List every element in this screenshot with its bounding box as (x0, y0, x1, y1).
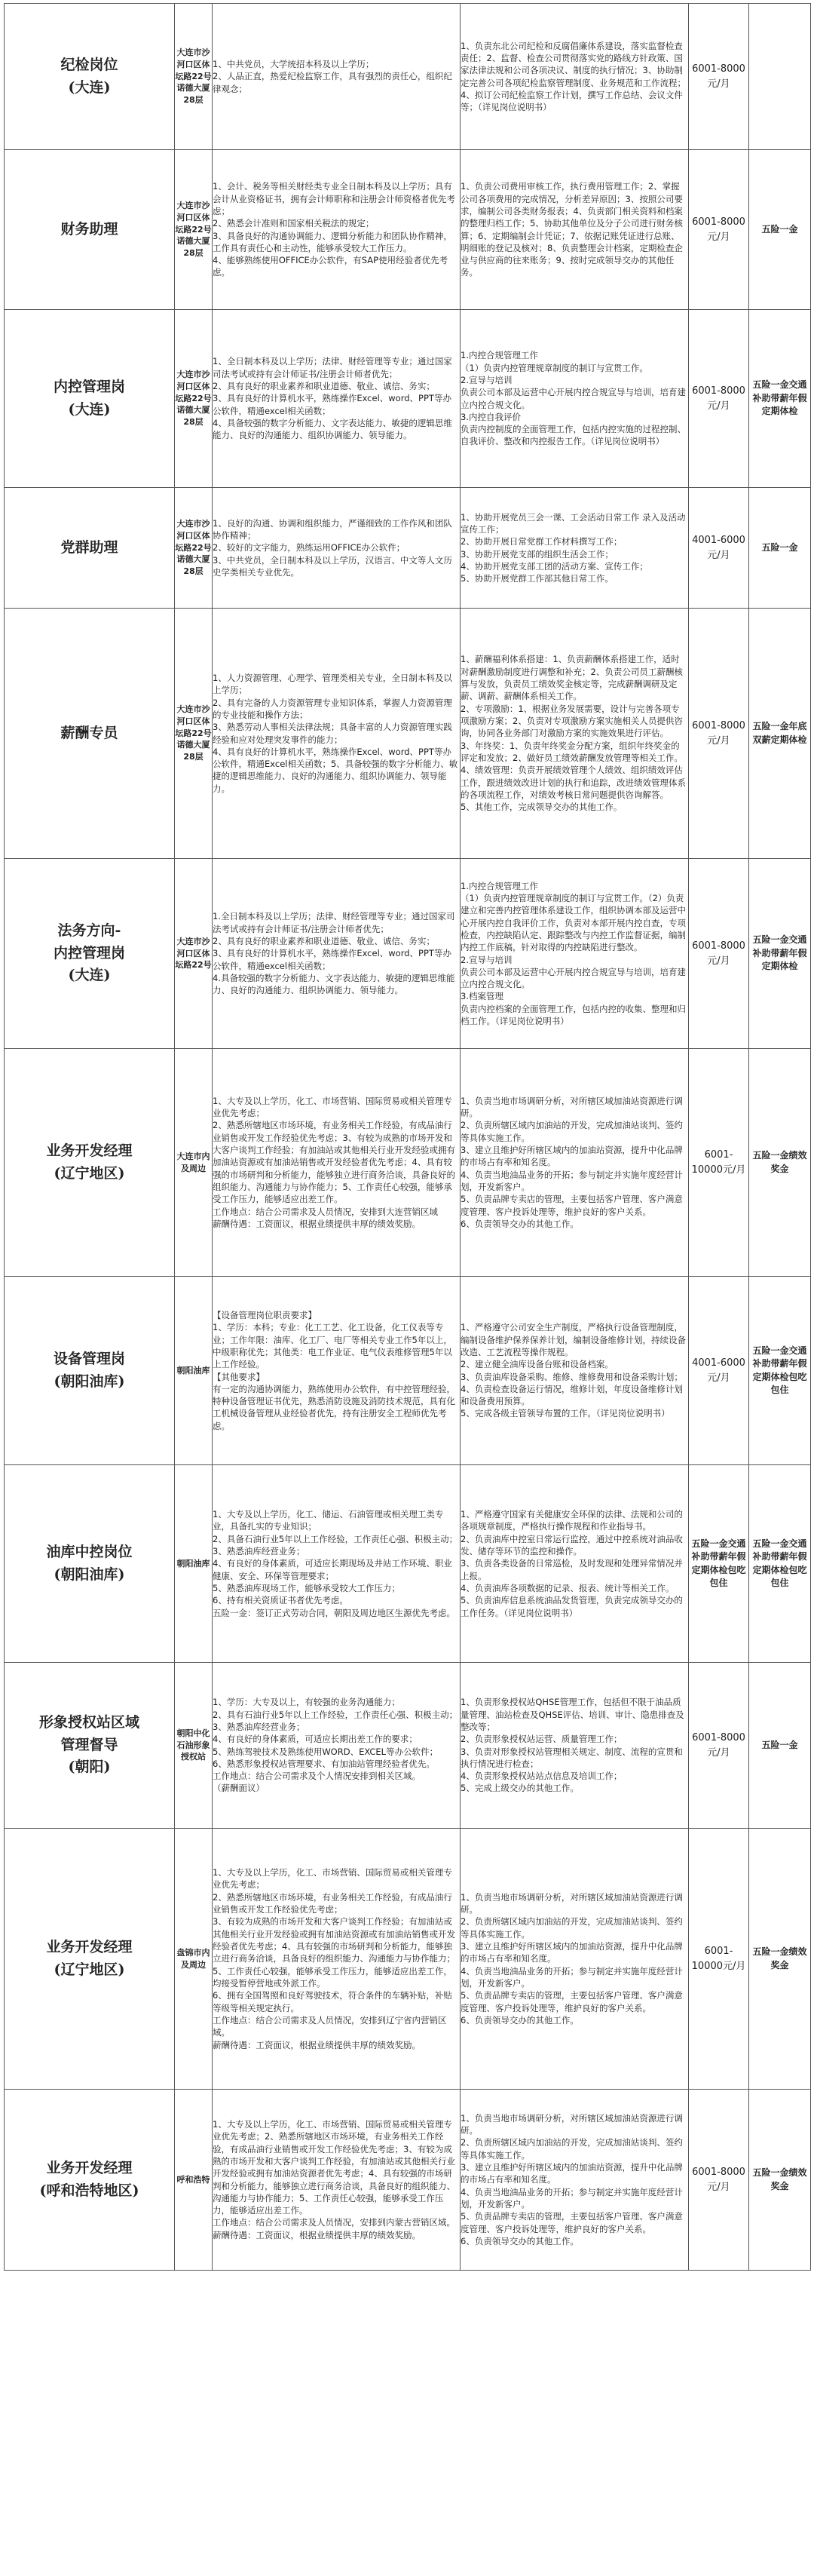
work-location: 呼和浩特 (175, 2090, 213, 2271)
salary: 6001-8000元/月 (689, 859, 749, 1049)
work-location: 大连市沙河口区体坛路22号诺德大厦28层 (175, 609, 213, 859)
salary: 4001-6000元/月 (689, 488, 749, 609)
benefits: 五险一金绩效奖金 (749, 1829, 811, 2090)
job-duties: 1、薪酬福利体系搭建：1、负责薪酬体系搭建工作，适时对薪酬激励制度进行调整和补充；2、负责公司员工薪酬核算与发放，负责员工绩效奖金核定等，完成薪酬调研及定薪、调薪、薪酬体系相关工作。 2、专项激励：1、根据业务发展需要，设计与完善各项专项激励方案；2、负责对专项激励方案实施相关人员提供咨询，协同各业务部门对激励方案的实施效果进行评估。 3、年终奖：1、负责年终奖金分配方案，组织年终奖金的评定和发放；2、做好员工绩效薪酬发放管理等相关工作。 4、绩效管理：负责开展绩效管理个人绩效、组织绩效评估工作，跟进绩效改进计划的执行和追踪，改进绩效管理体系的各项流程工作，对绩效考核日常问题提供咨询解答。 5、其他工作，完成领导交办的其他工作。 (461, 609, 689, 859)
job-title: 形象授权站区域 管理督导 (朝阳) (5, 1663, 175, 1829)
job-duties: 1、负责当地市场调研分析，对所辖区域加油站资源进行调研。 2、负责所辖区域内加油站的开发，完成加油站谈判、签约等具体实施工作。 3、建立且维护好所辖区域内的加油站资源，提升中化品牌的市场占有率和知名度。 4、负责当地油品业务的开拓；参与制定并实施年度经营计划，开发新客户。 5、负责品牌专卖店的管理，主要包括客户管理、客户满意度管理、客户投诉处理等，维护良好的客户关系。 6、负责领导交办的其他工作。 (461, 1829, 689, 2090)
job-row (5, 1049, 811, 1277)
benefits: 五险一金年底双薪定期体检 (749, 609, 811, 859)
salary: 6001-10000元/月 (689, 1049, 749, 1277)
salary: 6001-10000元/月 (689, 1829, 749, 2090)
salary: 6001-8000元/月 (689, 150, 749, 310)
salary: 6001-8000元/月 (689, 2090, 749, 2271)
benefits: 五险一金绩效奖金 (749, 1049, 811, 1277)
work-location: 朝阳油库 (175, 1277, 213, 1465)
job-duties: 1、协助开展党员三会一课、工会活动日常工作 录入及活动宣传工作； 2、协助开展日常党群工作材料撰写工作； 3、协助开展党支部的组织生活会工作； 4、协助开展党支部工团的活动方案、宣传工作； 5、协助开展党群工作部其他日常工作。 (461, 488, 689, 609)
benefits (749, 4, 811, 150)
job-row (5, 609, 811, 859)
job-title: 财务助理 (5, 150, 175, 310)
job-title: 法务方向- 内控管理岗 (大连) (5, 859, 175, 1049)
salary: 6001-8000元/月 (689, 310, 749, 488)
job-requirements: 1、大专及以上学历，化工、市场营销、国际贸易或相关管理专业优先考虑；2、熟悉所辖地区市场环境，有业务相关工作经验，有成品油行业销售或开发工作经验优先考虑；3、有较为成熟的市场开发和大客户谈判工作经验，有加油站或其他相关行业开发经验或拥有加油站资源者优先考虑；4、具有较强的市场研判和分析能力，能够独立进行商务洽谈，具备良好的组织能力、沟通能力与协作能力；5、工作责任心较强，能够承受工作压力，能够适应出差工作。 工作地点：结合公司需求及人员情况，安排到内蒙古营销区域。 薪酬待遇：工资面议，根据业绩提供丰厚的绩效奖励。 (213, 2090, 461, 2271)
work-location: 大连市沙河口区体坛路22号诺德大厦28层 (175, 4, 213, 150)
job-title: 业务开发经理 (辽宁地区) (5, 1829, 175, 2090)
job-requirements: 【设备管理岗位职责要求】 1、学历：本科；专业：化工工艺、化工设备，化工仪表等专业；工作年限：油库、化工厂、电厂等相关专业工作5年以上，中级职称优先；其他类：电工作业证、电气仪表维修管理5年以上工作经验。 【其他要求】 有一定的沟通协调能力，熟练使用办公软件，有中控管理经验，特种设备管理证书优先，熟悉消防设施及消防技术规范，具有化工机械设备管理从业经验者优先，持有注册安全工程师优先考虑。 (213, 1277, 461, 1465)
job-row (5, 310, 811, 488)
benefits: 五险一金交通补助带薪年假定期体检包吃包住 (749, 1465, 811, 1663)
job-duties: 1、严格遵守国家有关健康安全环保的法律、法规和公司的各项规章制度，严格执行操作规程和作业指导书。 2、负责油库中控室日常运行监控，通过中控系统对油品收发、储存等环节的监控和操作。 3、负责各类设备的日常巡检，及时发现和处理异常情况并上报。 4、负责油库各项数据的记录、报表、统计等相关工作。 5、负责油库信息系统油品发货管理，负责完成领导交办的工作任务。（详见岗位说明书） (461, 1465, 689, 1663)
job-title: 业务开发经理 (呼和浩特地区) (5, 2090, 175, 2271)
job-requirements: 1、会计、税务等相关财经类专业全日制本科及以上学历；具有会计从业资格证书，拥有会计师职称和注册会计师资格者优先考虑； 2、熟悉会计准则和国家相关税法的规定； 3、具备良好的沟通协调能力、逻辑分析能力和团队协作精神，工作具有责任心和主动性，能够承受较大工作压力。 4、能够熟练使用OFFICE办公软件，有SAP使用经验者优先考虑。 (213, 150, 461, 310)
job-title: 设备管理岗 (朝阳油库) (5, 1277, 175, 1465)
job-row (5, 1277, 811, 1465)
job-title: 纪检岗位 (大连) (5, 4, 175, 150)
job-listing-table (4, 3, 811, 2271)
salary: 6001-8000元/月 (689, 609, 749, 859)
job-title: 油库中控岗位 (朝阳油库) (5, 1465, 175, 1663)
benefits: 五险一金 (749, 488, 811, 609)
job-duties: 1.内控合规管理工作 （1）负责内控管理规章制度的制订与宣贯工作。（2）负责建立和完善内控管理体系建设工作，组织协调本部及运营中心开展内控自我评价工作，负责对本部开展内控自查，专项检查，内控缺陷认定、跟踪整改与内控工作监督证据，编制内控工作底稿，针对取得的内控缺陷进行整改。 2.宣导与培训 负责公司本部及运营中心开展内控合规宣导与培训，培育建立内控合规文化。 3.档案管理 负责内控档案的全面管理工作，包括内控的收集、整理和归档工作。（详见岗位说明书） (461, 859, 689, 1049)
job-requirements: 1、大专及以上学历，化工、市场营销、国际贸易或相关管理专业优先考虑； 2、熟悉所辖地区市场环境，有业务相关工作经验，有成品油行业销售或开发工作经验优先考虑； 3、有较为成熟的市场开发和大客户谈判工作经验；有加油站或其他相关行业开发经验或拥有加油站资源或有加油站销售或开发经验者优先考虑；4、具有较强的市场研判和分析能力，能够独立进行商务洽谈，具备良好的组织能力、沟通能力与协作能力；5、工作责任心较强，能够承受工作压力，能够适应出差工作，均接受暂停营地或外派工作。 6、拥有全国驾照和良好驾驶技术，符合条件的车辆补贴，补贴等级等相关规定执行。 工作地点：结合公司需求及人员情况，安排到辽宁省内营销区域。 薪酬待遇：工资面议，根据业绩提供丰厚的绩效奖励。 (213, 1829, 461, 2090)
salary: 五险一金交通补助带薪年假定期体检包吃包住 (689, 1465, 749, 1663)
benefits: 五险一金绩效奖金 (749, 2090, 811, 2271)
job-duties: 1、严格遵守公司安全生产制度，严格执行设备管理制度，编制设备维护保养保养计划，编制设备维修计划，持续设备改造、工艺流程等操作规程。 2、建立健全油库设备台账和设备档案。 3、负责油库设备采购、维修、维修费用和设备采购计划； 4、负责检查设备运行情况，维修计划，年度设备维修计划和设备费用预算。 5、完成各级主管领导布置的工作。（详见岗位说明书） (461, 1277, 689, 1465)
work-location: 朝阳油库 (175, 1465, 213, 1663)
job-duties: 1、负责当地市场调研分析，对所辖区域加油站资源进行调研。 2、负责所辖区域内加油站的开发，完成加油站谈判、签约等具体实施工作。 3、建立且维护好所辖区域内的加油站资源，提升中化品牌的市场占有率和知名度。 4、负责当地油品业务的开拓；参与制定并实施年度经营计划，开发新客户。 5、负责品牌专卖店的管理，主要包括客户管理、客户满意度管理、客户投诉处理等，维护良好的客户关系。 6、负责领导交办的其他工作。 (461, 1049, 689, 1277)
job-requirements: 1、学历：大专及以上，有较强的业务沟通能力； 2、具有石油行业5年以上工作经验，工作责任心强、积极主动；3、熟悉油库经营业务； 4、有良好的身体素质，可适应长期出差工作的要求； 5、熟练驾驶技术及熟练使用WORD、EXCEL等办公软件； 6、熟悉形象授权站管理要求、有加油站管理经验者优先。 工作地点：结合公司需求及个人情况安排到相关区域。 （薪酬面议） (213, 1663, 461, 1829)
job-row (5, 150, 811, 310)
job-row (5, 1465, 811, 1663)
work-location: 大连市沙河口区体坛路22号诺德大厦28层 (175, 310, 213, 488)
work-location: 盘锦市内及周边 (175, 1829, 213, 2090)
benefits: 五险一金交通补助带薪年假定期体检包吃包住 (749, 1277, 811, 1465)
job-requirements: 1、中共党员，大学统招本科及以上学历； 2、人品正直，热爱纪检监察工作，具有强烈的责任心，组织纪律观念； (213, 4, 461, 150)
work-location: 大连市内及周边 (175, 1049, 213, 1277)
benefits: 五险一金 (749, 150, 811, 310)
job-duties: 1.内控合规管理工作 （1）负责内控管理规章制度的制订与宣贯工作。 2.宣导与培训 负责公司本部及运营中心开展内控合规宣导与培训，培育建立内控合规文化。 3.内控自我评价 负责内控制度的全面管理工作，包括内控实施的过程控制、自我评价、整改和内控报告工作。（详见岗位说明书） (461, 310, 689, 488)
job-requirements: 1、人力资源管理、心理学、管理类相关专业，全日制本科及以上学历； 2、具有完备的人力资源管理专业知识体系，掌握人力资源管理的专业技能和操作方法； 3、熟悉劳动人事相关法律法规；具备丰富的人力资源管理实践经验和应对处理突发事件的能力； 4、具有良好的计算机水平，熟练操作Excel、word、PPT等办公软件，精通Excel相关函数；5、具备较强的数字分析能力、敏捷的逻辑思维能力、良好的沟通能力、组织协调能力、领导能力。 (213, 609, 461, 859)
job-row (5, 2090, 811, 2271)
job-row (5, 859, 811, 1049)
benefits: 五险一金交通补助带薪年假定期体检 (749, 859, 811, 1049)
job-title: 业务开发经理 (辽宁地区) (5, 1049, 175, 1277)
job-title: 党群助理 (5, 488, 175, 609)
work-location: 大连市沙河口区体坛路22号 (175, 859, 213, 1049)
benefits: 五险一金 (749, 1663, 811, 1829)
job-requirements: 1.全日制本科及以上学历；法律、财经管理等专业；通过国家司法考试或持有会计师证书/注册会计师者优先； 2、具有良好的职业素养和职业道德、敬业、诚信、务实； 3、具有良好的计算机水平，熟练操作Excel、word、PPT等办公软件，精通excel相关函数； 4.具备较强的数字分析能力、文字表达能力、敏捷的逻辑思维能力、良好的沟通能力、组织协调能力、领导能力。 (213, 859, 461, 1049)
work-location: 大连市沙河口区体坛路22号诺德大厦28层 (175, 488, 213, 609)
job-row (5, 1829, 811, 2090)
job-title: 内控管理岗 (大连) (5, 310, 175, 488)
job-row (5, 488, 811, 609)
job-duties: 1、负责当地市场调研分析，对所辖区域加油站资源进行调研。 2、负责所辖区域内加油站的开发，完成加油站谈判、签约等具体实施工作。 3、建立且维护好所辖区域内的加油站资源，提升中化品牌的市场占有率和知名度。 4、负责当地油品业务的开拓；参与制定并实施年度经营计划，开发新客户。 5、负责品牌专卖店的管理，主要包括客户管理、客户满意度管理、客户投诉处理等，维护良好的客户关系。 6、负责领导交办的其他工作。 (461, 2090, 689, 2271)
job-duties: 1、负责东北公司纪检和反腐倡廉体系建设，落实监督检查责任；2、监督、检查公司贯彻落实党的路线方针政策、国家法律法规和公司各项决议、制度的执行情况；3、协助制定完善公司各项纪检监察管理制度、业务规范和工作流程； 4、拟订公司纪检监察工作计划，撰写工作总结、会议文件等；（详见岗位说明书） (461, 4, 689, 150)
job-duties: 1、负责公司费用审核工作，执行费用管理工作；2、掌握公司各项费用的完成情况，分析差异原因；3、按照公司要求，编制公司各类财务报表；4、负责部门相关资料和档案的整理归档工作；5、协助其他单位及分子公司进行财务核算；6、定期编制会计凭证；7、依据记账凭证进行总账、明细账的登记及核对；8、负责整理会计档案，定期检查企业与供应商的往来账务；9、按时完成领导交办的其他任务。 (461, 150, 689, 310)
job-row (5, 1663, 811, 1829)
salary: 4001-6000元/月 (689, 1277, 749, 1465)
job-requirements: 1、大专及以上学历，化工、市场营销、国际贸易或相关管理专业优先考虑； 2、熟悉所辖地区市场环境，有业务相关工作经验，有成品油行业销售或开发工作经验优先考虑；3、有较为成熟的市场开发和大客户谈判工作经验；有加油站或其他相关行业开发经验或拥有加油站资源或有加油站销售或开发经验者优先考虑；4、具有较强的市场研判和分析能力，能够独立进行商务洽谈，具备良好的组织能力、沟通能力与协作能力；5、工作责任心较强，能够承受工作压力，能够适应出差工作。 工作地点：结合公司需求及人员情况，安排到大连营销区域 薪酬待遇：工资面议，根据业绩提供丰厚的绩效奖励。 (213, 1049, 461, 1277)
salary: 6001-8000元/月 (689, 1663, 749, 1829)
job-title: 薪酬专员 (5, 609, 175, 859)
job-requirements: 1、全日制本科及以上学历；法律、财经管理等专业；通过国家司法考试或持有会计师证书/注册会计师者优先； 2、具有良好的职业素养和职业道德、敬业、诚信、务实； 3、具有良好的计算机水平，熟练操作Excel、word、PPT等办公软件，精通excel相关函数； 4、具备较强的数字分析能力、文字表达能力、敏捷的逻辑思维能力、良好的沟通能力、组织协调能力、领导能力。 (213, 310, 461, 488)
job-requirements: 1、大专及以上学历，化工、储运、石油管理或相关理工类专业，具备扎实的专业知识； 2、具备石油行业5年以上工作经验，工作责任心强、积极主动；3、熟悉油库经营业务； 4、有良好的身体素质，可适应长期现场及井站工作环境、职业健康、安全、环保等管理要求； 5、熟悉油库现场工作，能够承受较大工作压力； 6、持有相关资质证书者优先考虑。 五险一金：签订正式劳动合同，朝阳及周边地区生源优先考虑。 (213, 1465, 461, 1663)
salary: 6001-8000元/月 (689, 4, 749, 150)
job-duties: 1、负责形象授权站QHSE管理工作，包括但不限于油品质量管理、油站检查及QHSE评估、培训、审计、隐患排查及整改等； 2、负责形象授权站运营、质量管理工作； 3、负责对形象授权站管理相关规定、制度、流程的宣贯和执行情况进行检查； 4、负责形象授权站站点信息及培训工作； 5、完成上级交办的其他工作。 (461, 1663, 689, 1829)
work-location: 大连市沙河口区体坛路22号诺德大厦28层 (175, 150, 213, 310)
job-row (5, 4, 811, 150)
benefits: 五险一金交通补助带薪年假定期体检 (749, 310, 811, 488)
work-location: 朝阳中化石油形象授权站 (175, 1663, 213, 1829)
job-requirements: 1、良好的沟通、协调和组织能力，严谨细致的工作作风和团队协作精神； 2、较好的文字能力，熟练运用OFFICE办公软件； 3、中共党员，全日制本科及以上学历，汉语言、中文等人文历史学类相关专业优先。 (213, 488, 461, 609)
